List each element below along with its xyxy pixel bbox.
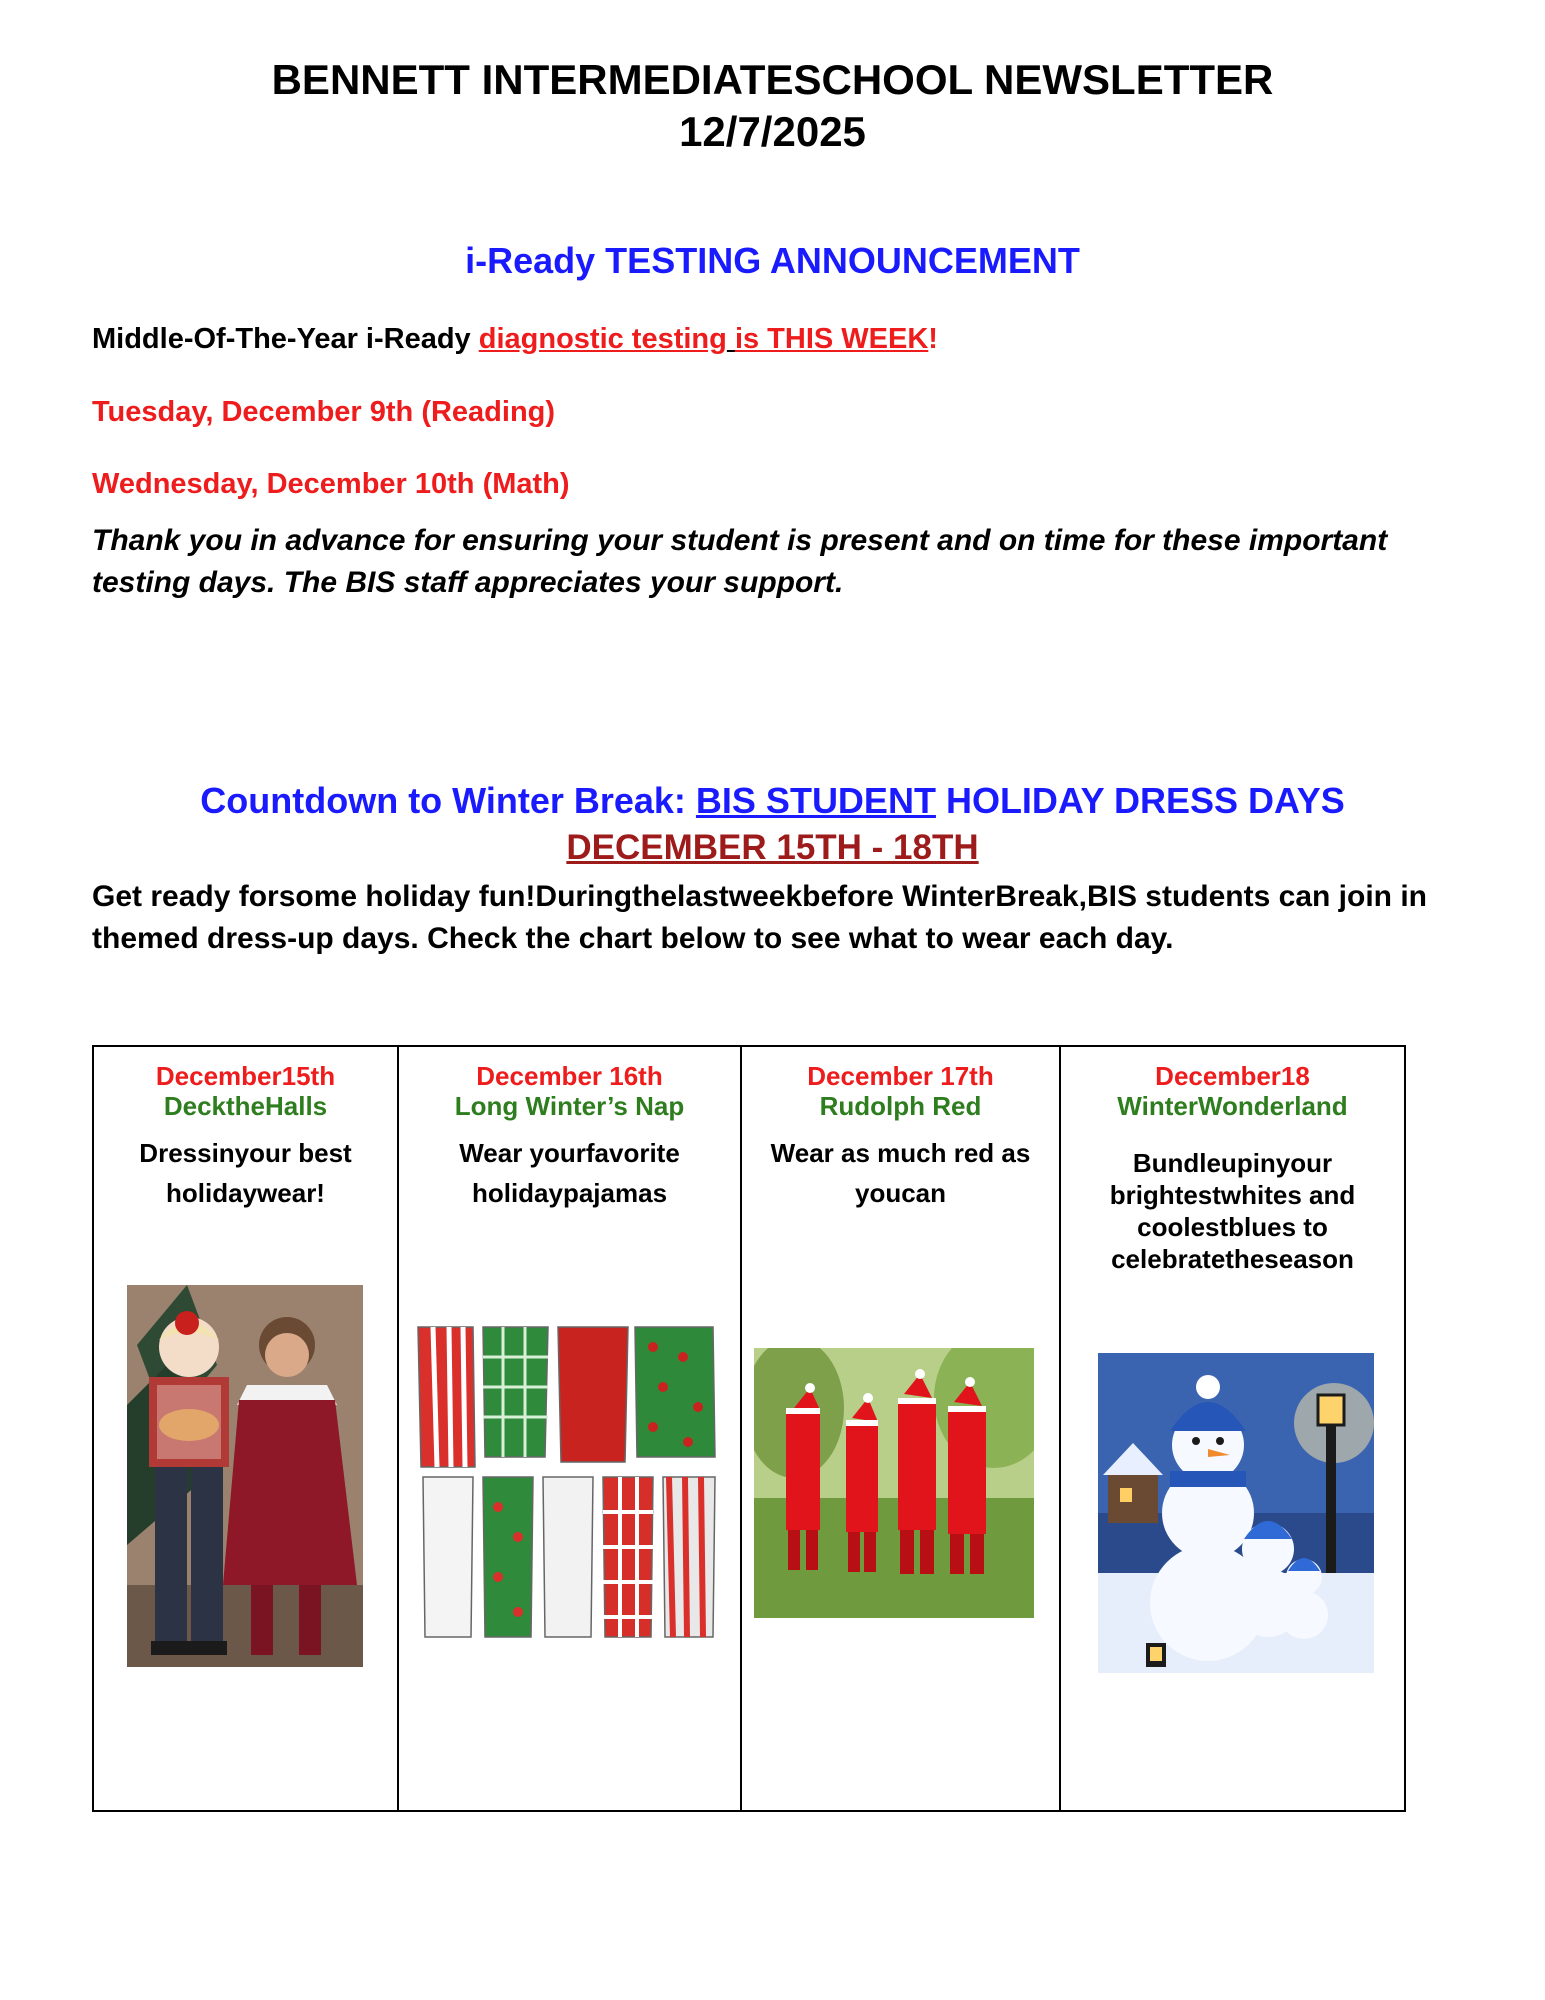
day-date: December 17th <box>807 1061 994 1091</box>
day-cell-dec15 <box>93 1046 398 1811</box>
holiday-pajamas-image <box>413 1317 725 1645</box>
newsletter-date: 12/7/2025 <box>679 108 866 155</box>
dress-days-row <box>93 1046 1405 1811</box>
day-theme: WinterWonderland <box>1117 1091 1348 1121</box>
tuesday-reading-date: Tuesday, December 9th (Reading) <box>92 396 556 428</box>
day-cell-dec18 <box>1060 1046 1405 1811</box>
day-description: Wear as much red as youcan <box>770 1138 1031 1208</box>
dress-days-heading <box>0 780 1545 822</box>
newsletter-title: BENNETT INTERMEDIATESCHOOL NEWSLETTER <box>271 56 1274 103</box>
announcement-prefix: Middle-Of-The-Year i-Ready <box>92 323 479 355</box>
snowman-winter-image <box>1098 1353 1374 1673</box>
thank-you-note: Thank you in advance for ensuring your student is present and on time for these important testing days. The BIS staff appreciates your support. <box>92 524 1388 599</box>
diagnostic-testing-link[interactable]: diagnostic testing <box>478 323 727 355</box>
day-description: Wear yourfavorite holidaypajamas <box>459 1138 680 1208</box>
wednesday-math-date: Wednesday, December 10th (Math) <box>92 468 570 500</box>
this-week-link[interactable]: is THIS WEEK <box>734 323 929 355</box>
day-cell-dec16 <box>398 1046 741 1811</box>
day-theme: Rudolph Red <box>819 1091 982 1121</box>
day-description: Bundleupinyour brightestwhites and coolestblues to celebratetheseason <box>1109 1148 1356 1274</box>
day-description: Dressinyour best holidaywear! <box>139 1138 352 1208</box>
dress-heading-suffix: HOLIDAY DRESS DAYS <box>935 780 1345 821</box>
iready-heading: i-Ready TESTING ANNOUNCEMENT <box>465 240 1080 281</box>
link-gap <box>727 323 735 355</box>
day-date: December 16th <box>476 1061 663 1091</box>
kids-holiday-outfits-image <box>127 1285 363 1667</box>
day-date: December18 <box>1155 1061 1310 1091</box>
day-cell-dec17 <box>741 1046 1060 1811</box>
iready-announcement-line <box>92 323 938 356</box>
day-theme: DecktheHalls <box>163 1091 328 1121</box>
day-theme: Long Winter’s Nap <box>454 1091 685 1121</box>
dress-days-intro: Get ready forsome holiday fun!Duringthelastweekbefore WinterBreak,BIS students can join in themed dress-up days. Check the chart below to see what to wear each day. <box>92 880 1427 955</box>
day-date: December15th <box>155 1061 336 1091</box>
dress-days-dates: DECEMBER 15TH - 18TH <box>566 828 979 867</box>
dress-heading-prefix: Countdown to Winter Break: <box>200 780 696 821</box>
kids-in-red-image <box>754 1348 1034 1626</box>
bis-student-link[interactable]: BIS STUDENT <box>695 780 936 821</box>
announcement-suffix: ! <box>928 323 938 355</box>
dress-days-table <box>92 1045 1406 1812</box>
